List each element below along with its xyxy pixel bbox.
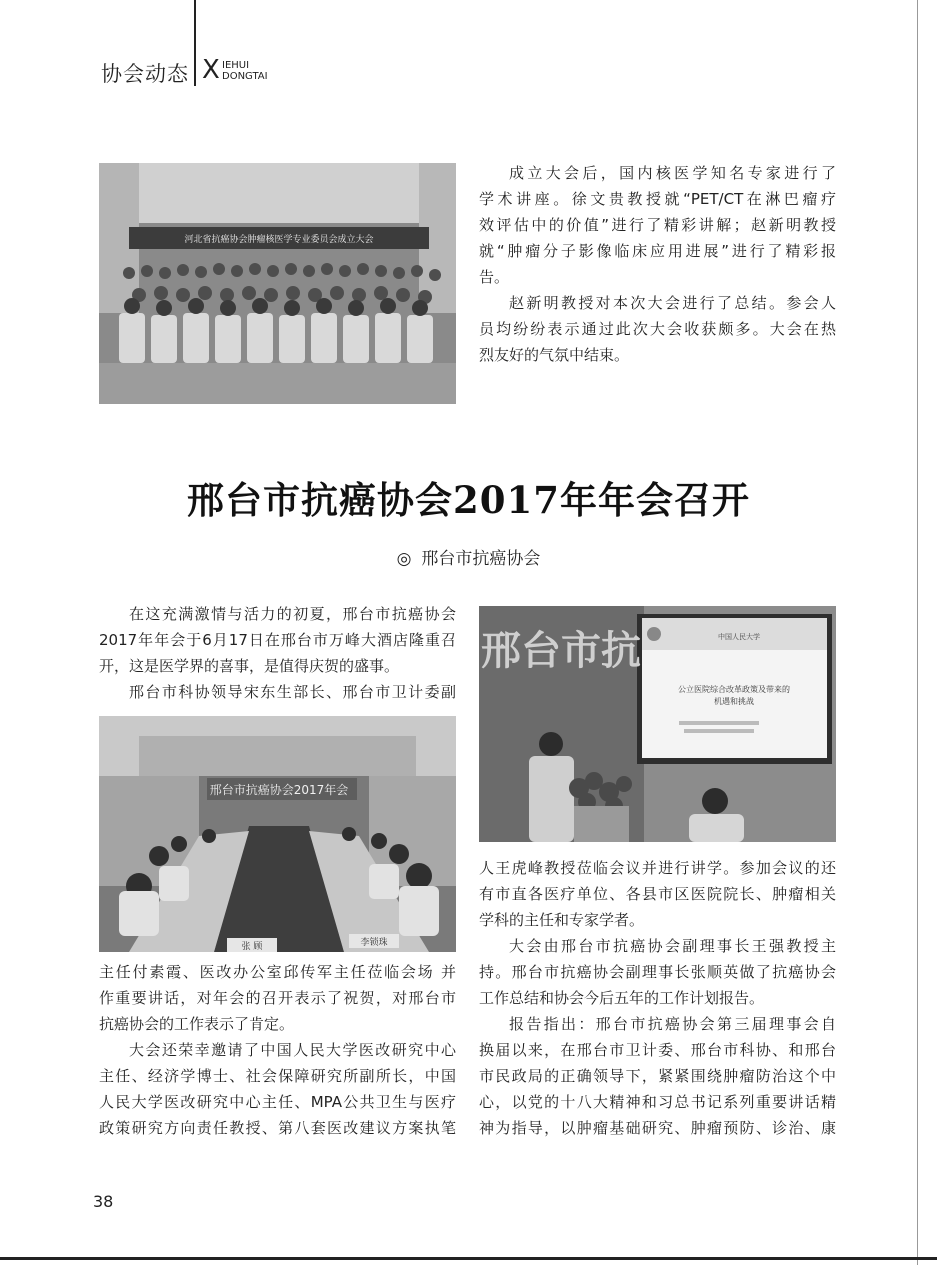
text-line: 大会还荣幸邀请了中国人民大学医改研究中心 xyxy=(129,1041,456,1059)
text-line: 人民大学医改研究中心主任、MPA公共卫生与医疗 xyxy=(99,1093,456,1111)
left-column-top xyxy=(99,601,456,705)
text-line: 成立大会后，国内核医学知名专家进行了 xyxy=(509,164,836,182)
text-line: 就“肿瘤分子影像临床应用进展”进行了精彩报 xyxy=(479,242,836,260)
left-column-bottom xyxy=(99,959,456,1141)
speaker-photo xyxy=(479,606,836,842)
text-line: 换届以来，在邢台市卫计委、邢台市科协、和邢台 xyxy=(479,1041,836,1059)
text-line: 效评估中的价值”进行了精彩讲解；赵新明教授 xyxy=(479,216,836,234)
meeting-photo xyxy=(99,716,456,952)
text-line: 学科的主任和专家学者。 xyxy=(479,911,645,929)
text-line: 作重要讲话，对年会的召开表示了祝贺，对邢台市 xyxy=(99,989,456,1007)
text-line: 告。 xyxy=(479,268,510,286)
text-line: 邢台市科协领导宋东生部长、邢台市卫计委副 xyxy=(129,683,456,701)
slide-header: 中国人民大学 xyxy=(718,633,760,641)
slide-title-line-2: 机遇和挑战 xyxy=(714,697,754,706)
byline-text: 邢台市抗癌协会 xyxy=(421,549,541,569)
text-line: 2017年年会于6月17日在邢台市万峰大酒店隆重召 xyxy=(99,631,456,649)
meeting-screen-text: 邢台市抗癌协会2017年会 xyxy=(209,783,349,797)
nameplate-2: 李锁珠 xyxy=(360,938,388,948)
page-edge-line xyxy=(917,0,918,1265)
right-column xyxy=(479,855,836,1141)
text-line: 抗癌协会的工作表示了肯定。 xyxy=(99,1015,295,1033)
speaker-wall-text: 邢台市抗 xyxy=(481,628,641,674)
article-title: 邢台市抗癌协会2017年年会召开 xyxy=(187,478,750,522)
group-photo xyxy=(99,163,456,404)
section-pinyin-line1: IEHUI xyxy=(222,60,250,71)
byline-mark-icon: ◎ xyxy=(396,549,412,569)
text-line: 烈友好的气氛中结束。 xyxy=(479,346,630,364)
header-divider-line xyxy=(194,0,196,86)
text-line: 员均纷纷表示通过此次大会收获颇多。大会在热 xyxy=(479,320,836,338)
text-line: 有市直各医疗单位、各县市区医院院长、肿瘤相关 xyxy=(479,885,836,903)
slide-title-line-1: 公立医院综合改革政策及带来的 xyxy=(678,685,790,694)
section-pinyin-initial: X xyxy=(202,55,220,85)
text-line: 持。邢台市抗癌协会副理事长张顺英做了抗癌协会 xyxy=(479,963,836,981)
text-line: 市民政局的正确领导下，紧紧围绕肿瘤防治这个中 xyxy=(479,1067,836,1085)
section-title: 协会动态 xyxy=(101,62,189,86)
group-photo-banner: 河北省抗癌协会肿瘤核医学专业委员会成立大会 xyxy=(184,235,374,245)
footer-rule xyxy=(0,1257,937,1260)
text-line: 神为指导，以肿瘤基础研究、肿瘤预防、诊治、康 xyxy=(479,1119,836,1137)
article-byline xyxy=(0,544,937,569)
text-line: 在这充满激情与活力的初夏，邢台市抗癌协会 xyxy=(129,605,456,623)
text-line: 赵新明教授对本次大会进行了总结。参会人 xyxy=(509,294,836,312)
page-number: 38 xyxy=(93,1192,114,1211)
text-line: 学术讲座。徐文贵教授就“PET/CT在淋巴瘤疗 xyxy=(479,190,836,208)
nameplate-1: 张 顾 xyxy=(241,942,263,952)
text-line: 心，以党的十八大精神和习总书记系列重要讲话精 xyxy=(479,1093,836,1111)
top-right-text xyxy=(479,160,836,368)
text-line: 大会由邢台市抗癌协会副理事长王强教授主 xyxy=(509,937,836,955)
text-line: 工作总结和协会今后五年的工作计划报告。 xyxy=(479,989,765,1007)
text-line: 报告指出：邢台市抗癌协会第三届理事会自 xyxy=(509,1015,836,1033)
section-pinyin-line2: DONGTAI xyxy=(222,71,268,82)
text-line: 主任、经济学博士、社会保障研究所副所长，中国 xyxy=(99,1067,456,1085)
text-line: 人王虎峰教授莅临会议并进行讲学。参加会议的还 xyxy=(479,859,836,877)
text-line: 政策研究方向责任教授、第八套医改建议方案执笔 xyxy=(99,1119,456,1137)
text-line: 主任付素霞、医改办公室邱传军主任莅临会场 并 xyxy=(99,963,456,981)
text-line: 开，这是医学界的喜事，是值得庆贺的盛事。 xyxy=(99,657,400,675)
